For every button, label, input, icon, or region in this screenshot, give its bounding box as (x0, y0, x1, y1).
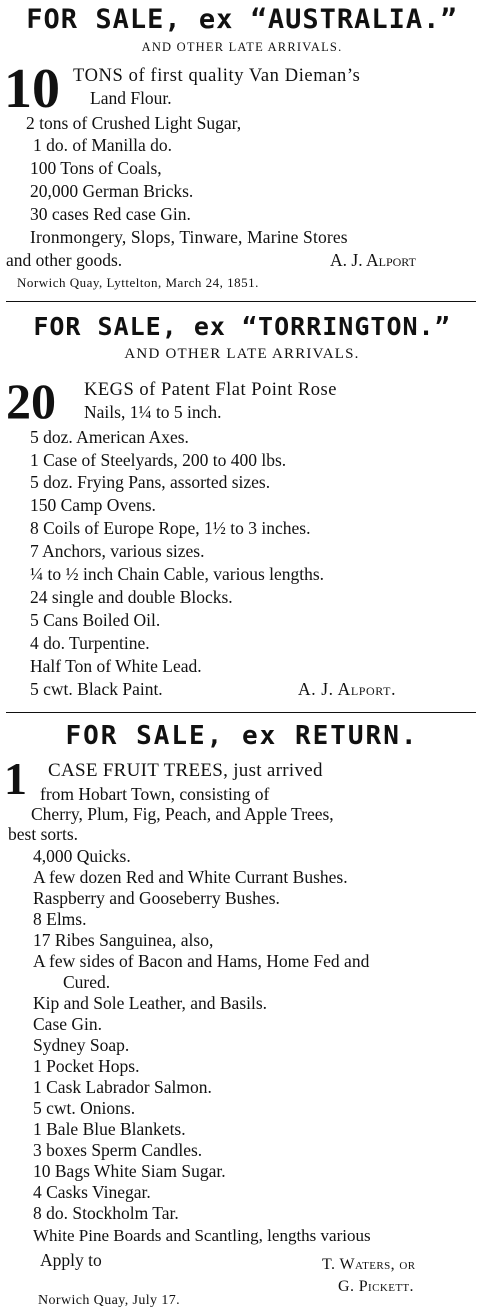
ad3-dateline: Norwich Quay, July 17. (38, 1293, 181, 1308)
ad3-line: 5 cwt. Onions. (33, 1098, 136, 1118)
ad1-signature: A. J. Alport (330, 250, 416, 270)
ad2-line: 24 single and double Blocks. (30, 587, 233, 607)
ad3-title: FOR SALE, ex RETURN. (65, 721, 419, 751)
ad3-line: 17 Ribes Sanguinea, also, (33, 930, 214, 950)
ad2-line: 5 cwt. Black Paint. (30, 679, 163, 699)
ad2-line: 5 Cans Boiled Oil. (30, 610, 161, 630)
ad2-big-number: 20 (6, 373, 56, 429)
ad3-line: 1 Cask Labrador Salmon. (33, 1077, 212, 1097)
ad3-line: 8 Elms. (33, 909, 87, 929)
ad2-line: Nails, 1¼ to 5 inch. (84, 402, 222, 422)
ad3-line: 1 Pocket Hops. (33, 1056, 140, 1076)
ad1-line: 2 tons of Crushed Light Sugar, (26, 113, 242, 133)
ad3-line: from Hobart Town, consisting of (40, 784, 270, 804)
ad3-line: A few sides of Bacon and Hams, Home Fed and (33, 951, 370, 971)
ad3-line: best sorts. (8, 824, 78, 844)
ad3-line: 3 boxes Sperm Candles. (33, 1140, 203, 1160)
ad1-title: FOR SALE, ex “AUSTRALIA.” (26, 4, 458, 35)
ad2-line: 7 Anchors, various sizes. (30, 541, 205, 561)
ad1-line: Land Flour. (90, 88, 172, 108)
ad3-line: Cherry, Plum, Fig, Peach, and Apple Trees, (31, 804, 334, 824)
ad3-line: 10 Bags White Siam Sugar. (33, 1161, 226, 1181)
ad2-line: 150 Camp Ovens. (30, 495, 156, 515)
ad2-line: ¼ to ½ inch Chain Cable, various lengths. (30, 564, 325, 584)
divider-rule (6, 301, 476, 302)
ad3-line: Cured. (63, 972, 111, 992)
ad2-line: 5 doz. Frying Pans, assorted sizes. (30, 472, 271, 492)
ad1-line: 1 do. of Manilla do. (33, 135, 173, 155)
ad3-signature-waters: T. Waters, or (322, 1256, 416, 1273)
ad3-line: 1 Bale Blue Blankets. (33, 1119, 186, 1139)
ad1-line: 20,000 German Bricks. (30, 181, 194, 201)
ad3-line: Case Gin. (33, 1014, 103, 1034)
ad3-line: CASE FRUIT TREES, just arrived (48, 760, 323, 781)
ad3-line: Kip and Sole Leather, and Basils. (33, 993, 268, 1013)
ad2-line: 8 Coils of Europe Rope, 1½ to 3 inches. (30, 518, 311, 538)
ad2-line: KEGS of Patent Flat Point Rose (84, 380, 337, 400)
ad3-line: 4,000 Quicks. (33, 846, 131, 866)
ad3-line: A few dozen Red and White Currant Bushes. (33, 867, 348, 887)
ad1-line: Ironmongery, Slops, Tinware, Marine Stores (30, 227, 348, 247)
ad3-line: White Pine Boards and Scantling, lengths various (33, 1226, 371, 1245)
ad3-signature-pickett: G. Pickett. (338, 1278, 414, 1295)
ad3-line: 4 Casks Vinegar. (33, 1182, 151, 1202)
ad3-line: Sydney Soap. (33, 1035, 130, 1055)
ad3-big-number: 1 (4, 753, 27, 804)
ad1-subtitle: AND OTHER LATE ARRIVALS. (141, 40, 343, 54)
ad2-line: 5 doz. American Axes. (30, 427, 189, 447)
ad3-line: Raspberry and Gooseberry Bushes. (33, 888, 280, 908)
ad3-apply-label: Apply to (40, 1250, 102, 1270)
ad3-line: 8 do. Stockholm Tar. (33, 1203, 179, 1223)
ad1-dateline: Norwich Quay, Lyttelton, March 24, 1851. (17, 275, 259, 290)
ad2-line: 4 do. Turpentine. (30, 633, 150, 653)
ad2-subtitle: AND OTHER LATE ARRIVALS. (124, 346, 360, 362)
ad1-line: and other goods. (6, 250, 123, 270)
ad2-line: Half Ton of White Lead. (30, 656, 202, 676)
ad1-line: TONS of first quality Van Dieman’s (73, 66, 361, 86)
ad1-big-number: 10 (4, 58, 60, 120)
ad2-title: FOR SALE, ex “TORRINGTON.” (33, 312, 451, 341)
ad1-line: 100 Tons of Coals, (30, 158, 162, 178)
ad2-signature: A. J. Alport. (298, 679, 397, 699)
ad2-line: 1 Case of Steelyards, 200 to 400 lbs. (30, 450, 287, 470)
ad1-line: 30 cases Red case Gin. (30, 204, 191, 224)
divider-rule (6, 712, 476, 713)
